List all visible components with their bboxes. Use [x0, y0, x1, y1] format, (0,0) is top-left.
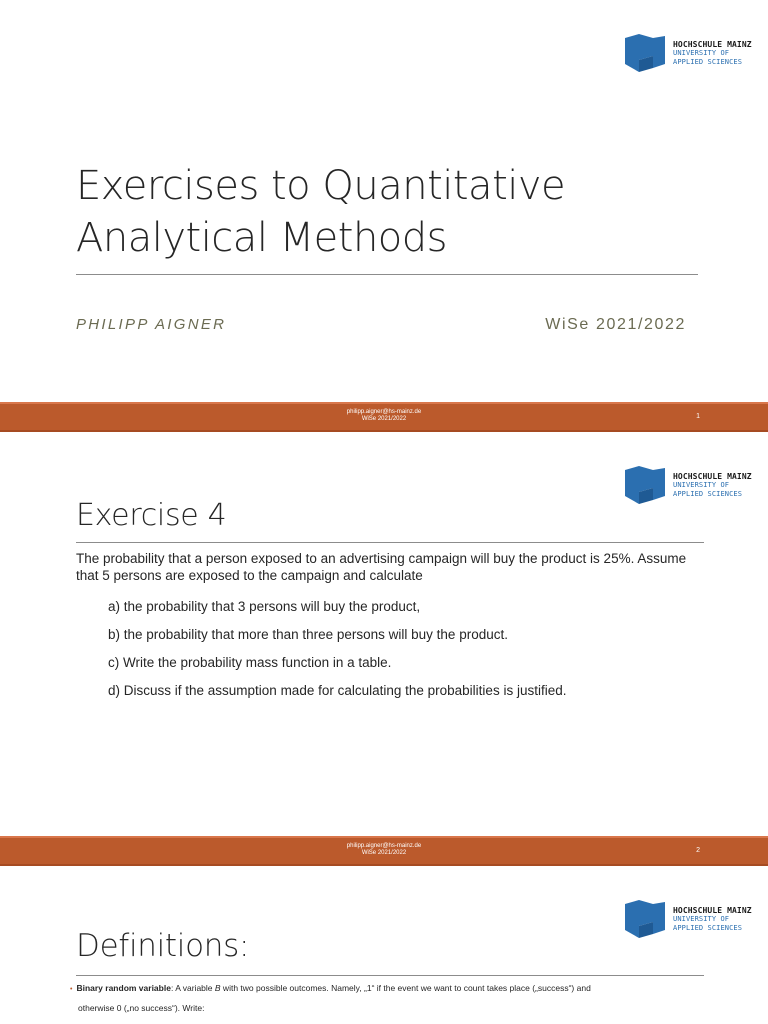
title-divider [76, 274, 698, 275]
logo-line1: HOCHSCHULE MAINZ [673, 471, 752, 481]
title-slide [0, 0, 768, 432]
logo-line3: APPLIED SCIENCES [673, 489, 743, 498]
slide-footer [0, 836, 768, 866]
exercise-item-a: a) the probability that 3 persons will buy the product, [108, 599, 421, 614]
page-number: 2 [696, 847, 700, 854]
bullet-icon: • [70, 986, 73, 993]
logo-line1: HOCHSCHULE MAINZ [673, 905, 752, 915]
hochschule-mainz-logo [623, 466, 752, 504]
hochschule-logo-icon [623, 466, 665, 504]
footer-email: philipp.aigner@hs-mainz.de [346, 843, 422, 849]
author-name: PHILIPP AIGNER [76, 316, 227, 333]
hochschule-mainz-logo [623, 34, 752, 72]
exercise-item-b: b) the probability that more than three persons will buy the product. [108, 627, 508, 642]
definition-term: Binary random variable [76, 983, 171, 993]
logo-line2: UNIVERSITY OF [673, 48, 730, 57]
logo-line2: UNIVERSITY OF [673, 914, 730, 923]
semester-label: WiSe 2021/2022 [545, 316, 686, 333]
presentation-title [76, 160, 565, 264]
title-line-2: Analytical Methods [76, 215, 447, 261]
exercise-items [108, 598, 566, 710]
hochschule-logo-icon [623, 34, 665, 72]
title-line-1: Exercises to Quantitative [76, 163, 566, 209]
definition-binary-variable: • Binary random variable: A variable B with two possible outcomes. Namely, „1“ if the event we want to count takes place („success“) and [70, 983, 591, 993]
definition-continuation: otherwise 0 („no success“). Write: [78, 1003, 205, 1013]
hochschule-logo-icon [623, 900, 665, 938]
exercise-item-d: d) Discuss if the assumption made for calculating the probabilities is justified. [108, 683, 567, 698]
footer-email: philipp.aigner@hs-mainz.de [346, 409, 422, 415]
footer-semester: WiSe 2021/2022 [361, 416, 407, 422]
hochschule-mainz-logo [623, 900, 752, 938]
exercise-intro: The probability that a person exposed to an advertising campaign will buy the product is 25%. Assume that 5 persons are exposed to the campaign and calculate [76, 551, 687, 583]
logo-line3: APPLIED SCIENCES [673, 57, 743, 66]
variable-symbol: B [214, 983, 221, 993]
slide-footer [0, 402, 768, 432]
slide-heading: Exercise 4 [76, 498, 227, 533]
logo-line2: UNIVERSITY OF [673, 480, 730, 489]
logo-line1: HOCHSCHULE MAINZ [673, 39, 752, 49]
logo-line3: APPLIED SCIENCES [673, 923, 743, 932]
definitions-slide [0, 866, 768, 1024]
heading-divider [76, 542, 704, 543]
exercise-slide [0, 432, 768, 866]
page-number: 1 [696, 413, 700, 420]
slide-heading: Definitions: [76, 928, 250, 964]
heading-divider [76, 975, 704, 976]
footer-semester: WiSe 2021/2022 [361, 850, 407, 856]
exercise-item-c: c) Write the probability mass function in a table. [108, 655, 392, 670]
